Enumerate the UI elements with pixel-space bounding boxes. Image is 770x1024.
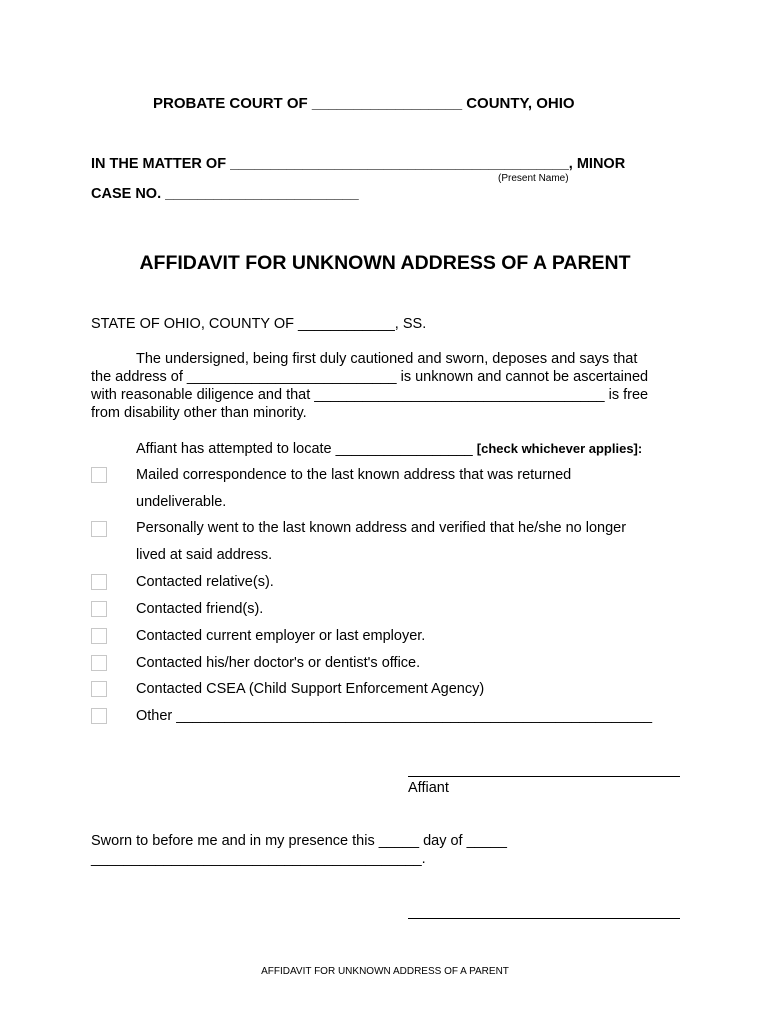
case-number-line: CASE NO. ________________________ (91, 186, 359, 202)
venue-line: STATE OF OHIO, COUNTY OF ____________, SS. (91, 316, 427, 332)
option-visited-line2: lived at said address. (136, 547, 273, 563)
body-line-1: The undersigned, being first duly cautioned and sworn, deposes and says that (136, 351, 638, 367)
checkbox-csea[interactable] (91, 681, 107, 697)
option-other: Other ___________________________________________________________ (136, 708, 653, 724)
option-mailed-line1: Mailed correspondence to the last known address that was returned (136, 467, 572, 483)
court-heading: PROBATE COURT OF __________________ COUNTY, OHIO (153, 95, 575, 112)
sworn-line-2: _________________________________________. (91, 851, 426, 867)
option-friends: Contacted friend(s). (136, 601, 264, 617)
option-csea: Contacted CSEA (Child Support Enforcement Agency) (136, 681, 485, 697)
option-employer: Contacted current employer or last employer. (136, 628, 426, 644)
checkbox-relatives[interactable] (91, 574, 107, 590)
affiant-label: Affiant (408, 780, 449, 796)
option-visited-line1: Personally went to the last known address and verified that he/she no longer (136, 520, 627, 536)
present-name-label: (Present Name) (498, 173, 569, 184)
body-line-3: with reasonable diligence and that ____________________________________ is free (91, 387, 649, 403)
option-doctor: Contacted his/her doctor's or dentist's office. (136, 655, 421, 671)
document-title: AFFIDAVIT FOR UNKNOWN ADDRESS OF A PARENT (139, 252, 631, 274)
checkbox-doctor[interactable] (91, 655, 107, 671)
sworn-line-1: Sworn to before me and in my presence this _____ day of _____ (91, 833, 507, 849)
checkbox-visited[interactable] (91, 521, 107, 537)
checkbox-employer[interactable] (91, 628, 107, 644)
notary-signature-line[interactable] (408, 918, 680, 919)
checkbox-friends[interactable] (91, 601, 107, 617)
option-relatives: Contacted relative(s). (136, 574, 274, 590)
checkbox-other[interactable] (91, 708, 107, 724)
body-line-2: the address of __________________________ is unknown and cannot be ascertained (91, 369, 649, 385)
matter-line: IN THE MATTER OF __________________________________________, MINOR (91, 156, 626, 172)
attempt-text: Affiant has attempted to locate _________________ (136, 441, 477, 457)
checkbox-mailed[interactable] (91, 467, 107, 483)
option-mailed-line2: undeliverable. (136, 494, 227, 510)
check-instruction: [check whichever applies]: (476, 441, 643, 456)
body-line-4: from disability other than minority. (91, 405, 307, 421)
page-footer: AFFIDAVIT FOR UNKNOWN ADDRESS OF A PARENT (261, 966, 509, 977)
attempt-line (136, 441, 642, 457)
affiant-signature-line[interactable] (408, 776, 680, 777)
